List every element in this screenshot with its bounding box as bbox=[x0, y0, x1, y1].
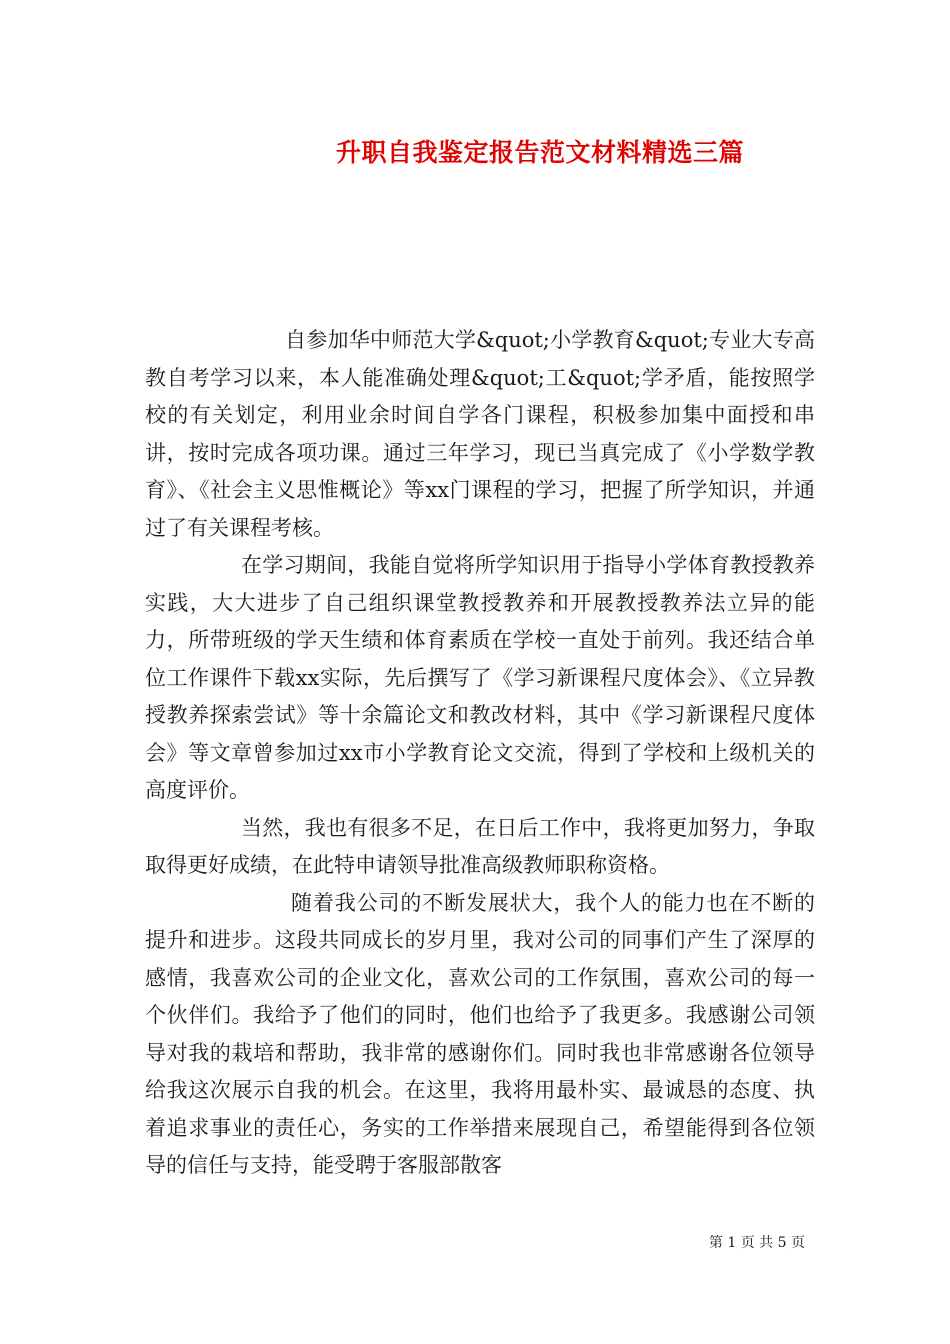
paragraph-1: 自参加华中师范大学&quot;小学教育&quot;专业大专高教自考学习以来，本人能准确处理&quot;工&quot;学矛盾，能按照学校的有关划定，利用业余时间自学各门课程，积极参加集中面授和串讲，按时完成各项功课。通过三年学习，现已当真完成了《小学数学教育》、《社会主义思惟概论》等xx门课程的学习，把握了所学知识，并通过了有关课程考核。 bbox=[145, 328, 815, 540]
document-body bbox=[145, 322, 815, 1185]
document-title: 升职自我鉴定报告范文材料精选三篇 bbox=[335, 138, 744, 167]
paragraph-3: 当然，我也有很多不足，在日后工作中，我将更加努力，争取取得更好成绩，在此特申请领导批准高级教师职称资格。 bbox=[145, 815, 815, 877]
paragraph-2: 在学习期间，我能自觉将所学知识用于指导小学体育教授教养实践，大大进步了自己组织课堂教授教养和开展教授教养法立异的能力，所带班级的学天生绩和体育素质在学校一直处于前列。我还结合单位工作课件下载xx实际，先后撰写了《学习新课程尺度体会》、《立异教授教养探索尝试》等十余篇论文和教改材料，其中《学习新课程尺度体会》等文章曾参加过xx市小学教育论文交流，得到了学校和上级机关的高度评价。 bbox=[145, 553, 815, 802]
page-number-footer: 第 1 页 共 5 页 bbox=[708, 1235, 805, 1251]
paragraph-4: 随着我公司的不断发展状大，我个人的能力也在不断的提升和进步。这段共同成长的岁月里，我对公司的同事们产生了深厚的感情，我喜欢公司的企业文化，喜欢公司的工作氛围，喜欢公司的每一个伙伴们。我给予了他们的同时，他们也给予了我更多。我感谢公司领导对我的栽培和帮助，我非常的感谢你们。同时我也非常感谢各位领导给我这次展示自我的机会。在这里，我将用最朴实、最诚恳的态度、执着追求事业的责任心，务实的工作举措来展现自己，希望能得到各位领导的信任与支持，能受聘于客服部散客 bbox=[145, 890, 815, 1177]
